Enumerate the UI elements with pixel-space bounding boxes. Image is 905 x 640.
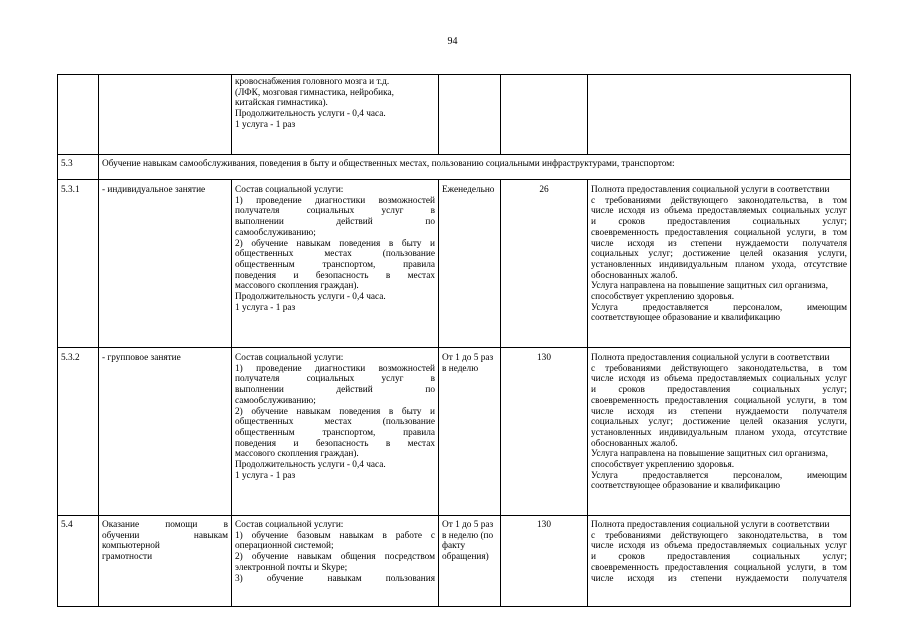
service-description-cell [232,516,439,607]
description-line: массового скопления граждан). [235,281,359,292]
criteria-line: соответствующее образование и квалификацию [591,481,781,492]
description-line: самообслуживанию; [235,227,316,238]
criteria-line: своевременность предоставления социальной услуги, в том [591,562,847,573]
frequency-cell [439,75,501,155]
criteria-line: числе исходя из степени нуждаемости получателя [591,573,847,584]
description-line: выполнении действий по [235,217,435,228]
row-number-cell [58,75,99,155]
description-line: 1 услуга - 1 раз [235,470,296,481]
frequency-line: в неделю [442,363,479,374]
criteria-line: способствует укреплению здоровья. [591,460,735,471]
criteria-line: с требованиями действующего законодательства, в том [591,195,847,206]
quantity-cell: 130 [501,348,588,516]
row-number-cell: 5.3.1 [58,180,99,348]
service-name-cell: - индивидуальное занятие [99,180,232,348]
frequency-line: От 1 до 5 раз [442,353,494,363]
description-line: 3) обучение навыкам пользования [235,573,435,584]
description-line: 1 услуга - 1 раз [235,119,296,130]
criteria-line: установленных индивидуальным планом ухода, отсутствие [591,259,847,270]
name-line: обучении навыкам [102,530,228,541]
description-line: общественных местах (пользование [235,249,435,260]
quantity-text: 130 [537,520,551,530]
criteria-line: Услуга предоставляется персоналом, имеющим [591,302,847,313]
description-line: (ЛФК, мозговая гимнастика, нейробика, [235,87,394,98]
criteria-line: социальных услуг; достижение целей оказания услуги, [591,249,847,260]
criteria-line: Услуга направлена на повышение защитных сил организма, [591,449,828,460]
criteria-line: числе исходя из степени нуждаемости получателя [591,238,847,249]
criteria-line: и сроков предоставления социальных услуг; [591,217,847,228]
criteria-line: Полнота предоставления социальной услуги в соответствии [591,520,830,530]
description-line: 2) обучение навыкам поведения в быту и [235,406,435,417]
table-row [58,348,851,516]
service-name-cell: - групповое занятие [99,348,232,516]
section-row [58,155,851,180]
criteria-line: Услуга направлена на повышение защитных сил организма, [591,281,828,292]
name-line: грамотности [102,552,153,563]
page-number: 94 [447,36,458,47]
description-line: операционной системой; [235,541,334,552]
criteria-line: социальных услуг; достижение целей оказания услуги, [591,417,847,428]
criteria-line: способствует укреплению здоровья. [591,292,735,303]
service-name-cell [99,75,232,155]
description-line: 2) обучение навыкам поведения в быту и [235,238,435,249]
criteria-line: соответствующее образование и квалификацию [591,313,781,324]
section-title-cell: Обучение навыкам самообслуживания, поведения в быту и общественных местах, пользованию социальными инфраструктурами, транспортом: [99,155,851,180]
service-description-cell [232,75,439,155]
service-description-cell [232,348,439,516]
description-line: кровоснабжения головного мозга и т.д. [235,77,390,87]
description-line: 1) обучение базовым навыкам в работе с [235,530,435,541]
description-line: Продолжительность услуги - 0,4 часа. [235,109,386,120]
criteria-line: установленных индивидуальным планом ухода, отсутствие [591,427,847,438]
criteria-cell [588,348,851,516]
description-line: 1) проведение диагностики возможностей [235,363,435,374]
row-number-cell: 5.3.2 [58,348,99,516]
description-line: Продолжительность услуги - 0,4 часа. [235,292,386,303]
description-line: китайская гимнастика). [235,98,328,109]
service-description-cell [232,180,439,348]
criteria-line: обоснованных жалоб. [591,438,678,449]
quantity-cell [501,516,588,607]
frequency-cell: Еженедельно [439,180,501,348]
frequency-line: обращения) [442,552,489,563]
description-line: поведения и безопасность в местах [235,438,435,449]
criteria-line: числе исходя из объема предоставляемых социальных услуг [591,541,847,552]
description-line: Продолжительность услуги - 0,4 часа. [235,460,386,471]
table-row [58,516,851,607]
criteria-line: с требованиями действующего законодательства, в том [591,363,847,374]
criteria-line: с требованиями действующего законодательства, в том [591,530,847,541]
description-line: получателя социальных услуг в [235,206,435,217]
description-line: Состав социальной услуги: [235,520,344,530]
frequency-line: факту [442,541,466,552]
row-number-text: 5.4 [61,520,73,530]
name-line: компьютерной [102,541,160,552]
frequency-cell [439,348,501,516]
row-number-cell: 5.3 [58,155,99,180]
criteria-line: Полнота предоставления социальной услуги в соответствии [591,185,830,195]
service-name-cell [99,516,232,607]
description-line: 1) проведение диагностики возможностей [235,195,435,206]
description-line: выполнении действий по [235,385,435,396]
frequency-line: От 1 до 5 раз [442,520,494,530]
services-table [57,74,851,607]
description-line: получателя социальных услуг в [235,374,435,385]
description-line: общественных местах (пользование [235,417,435,428]
criteria-line: и сроков предоставления социальных услуг; [591,552,847,563]
criteria-line: Полнота предоставления социальной услуги в соответствии [591,353,830,363]
table-row [58,75,851,155]
criteria-line: числе исходя из степени нуждаемости получателя [591,406,847,417]
criteria-line: и сроков предоставления социальных услуг; [591,385,847,396]
frequency-line: в неделю (по [442,530,494,541]
description-line: общественным транспортом, правила [235,259,435,270]
description-line: электронной почты и Skype; [235,562,348,573]
table-row [58,180,851,348]
criteria-line: числе исходя из объема предоставляемых социальных услуг [591,374,847,385]
criteria-cell [588,516,851,607]
description-line: Состав социальной услуги: [235,353,344,363]
quantity-cell [501,75,588,155]
description-line: массового скопления граждан). [235,449,359,460]
quantity-cell: 26 [501,180,588,348]
criteria-line: числе исходя из объема предоставляемых социальных услуг [591,206,847,217]
criteria-line: своевременность предоставления социальной услуги, в том [591,227,847,238]
description-line: общественным транспортом, правила [235,427,435,438]
criteria-cell [588,180,851,348]
frequency-cell [439,516,501,607]
description-line: поведения и безопасность в местах [235,270,435,281]
description-line: самообслуживанию; [235,395,316,406]
criteria-line: Услуга предоставляется персоналом, имеющим [591,470,847,481]
criteria-line: обоснованных жалоб. [591,270,678,281]
description-line: 2) обучение навыкам общения посредством [235,552,435,563]
criteria-line: своевременность предоставления социальной услуги, в том [591,395,847,406]
description-line: Состав социальной услуги: [235,185,344,195]
description-line: 1 услуга - 1 раз [235,302,296,313]
name-line: Оказание помощи в [102,520,228,530]
criteria-cell [588,75,851,155]
row-number-cell [58,516,99,607]
